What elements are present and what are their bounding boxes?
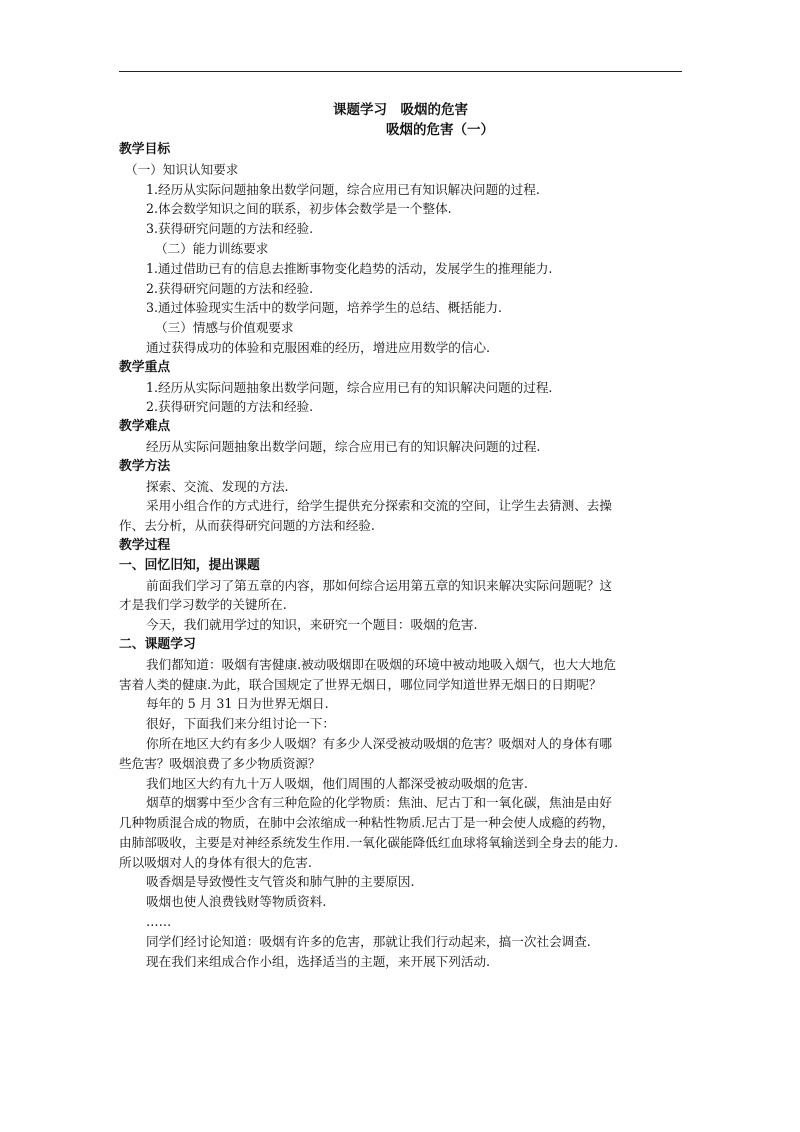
header-rule [119,71,682,72]
heading-methods: 教学方法 [119,458,171,474]
paragraph-line: 1.通过借助已有的信息去推断事物变化趋势的活动，发展学生的推理能力. [146,260,553,276]
section-heading-study: 二、课题学习 [119,636,196,652]
paragraph-line: 几种物质混合成的物质，在肺中会浓缩成一种粘性物质.尼古丁是一种会使人成瘾的药物， [119,815,615,831]
heading-key-points: 教学重点 [119,359,171,375]
paragraph-line: 害着人类的健康.为此，联合国规定了世界无烟日，哪位同学知道世界无烟日的日期呢？ [119,676,602,692]
paragraph-line: 你所在地区大约有多少人吸烟？有多少人深受被动吸烟的危害？吸烟对人的身体有哪 [146,735,612,751]
section-heading-review: 一、回忆旧知，提出课题 [119,557,260,573]
subheading-knowledge: （一）知识认知要求 [125,161,239,177]
subheading-ability: （二）能力训练要求 [155,240,269,256]
paragraph-line: 吸香烟是导致慢性支气管炎和肺气肿的主要原因. [146,874,415,890]
paragraph-line: 烟草的烟雾中至少含有三种危险的化学物质：焦油、尼古丁和一氧化碳，焦油是由好 [146,795,612,811]
paragraph-line: 1.经历从实际问题抽象出数学问题，综合应用已有的知识解决问题的过程. [146,379,553,395]
paragraph-line: 吸烟也使人浪费钱财等物质资料. [146,894,327,910]
paragraph-line: 现在我们来组成合作小组，选择适当的主题，来开展下列活动. [146,953,491,969]
paragraph-line: 3.获得研究问题的方法和经验. [146,221,314,237]
paragraph-line: 前面我们学习了第五章的内容，那如何综合运用第五章的知识来解决实际问题呢？这 [146,577,612,593]
paragraph-line: 3.通过体验现实生活中的数学问题，培养学生的总结、概括能力. [146,300,503,316]
ellipsis-line: …… [146,914,172,930]
paragraph-line: 我们地区大约有九十万人吸烟，他们周围的人都深受被动吸烟的危害. [146,775,528,791]
paragraph-line: 2.获得研究问题的方法和经验. [146,399,314,415]
document-page [119,100,682,971]
paragraph-line: 今天，我们就用学过的知识，来研究一个题目：吸烟的危害. [146,617,478,633]
paragraph-line: 每年的 5 月 31 日为世界无烟日. [146,696,329,712]
paragraph-line: 通过获得成功的体验和克服困难的经历，增进应用数学的信心. [146,339,491,355]
paragraph-line: 2.体会数学知识之间的联系，初步体会数学是一个整体. [146,201,452,217]
paragraph-line: 由肺部吸收，主要是对神经系统发生作用.一氧化碳能降低红血球将氧输送到全身去的能力. [119,834,619,850]
document-title: 课题学习 吸烟的危害 [333,102,468,118]
paragraph-line: 些危害？吸烟浪费了多少物质资源？ [119,755,321,771]
subheading-emotion: （三）情感与价值观要求 [155,320,294,336]
paragraph-line: 经历从实际问题抽象出数学问题，综合应用已有的知识解决问题的过程. [146,438,541,454]
heading-difficulties: 教学难点 [119,419,171,435]
paragraph-line: 1.经历从实际问题抽象出数学问题，综合应用已有知识解决问题的过程. [146,181,540,197]
paragraph-line: 2.获得研究问题的方法和经验. [146,280,314,296]
paragraph-line: 采用小组合作的方式进行，给学生提供充分探索和交流的空间，让学生去猜测、去操 [146,498,612,514]
paragraph-line: 才是我们学习数学的关键所在. [119,597,287,613]
paragraph-line: 作、去分析，从而获得研究问题的方法和经验. [119,518,375,534]
paragraph-line: 探索、交流、发现的方法. [146,478,289,494]
paragraph-line: 我们都知道：吸烟有害健康.被动吸烟即在吸烟的环境中被动地吸入烟气，也大大地危 [146,656,616,672]
paragraph-line: 所以吸烟对人的身体有很大的危害. [119,854,312,870]
heading-process: 教学过程 [119,537,171,553]
paragraph-line: 同学们经讨论知道：吸烟有许多的危害，那就让我们行动起来，搞一次社会调查. [146,933,591,949]
document-subtitle: 吸烟的危害（一） [386,122,494,138]
heading-objectives: 教学目标 [119,142,171,157]
paragraph-line: 很好，下面我们来分组讨论一下： [146,716,335,732]
